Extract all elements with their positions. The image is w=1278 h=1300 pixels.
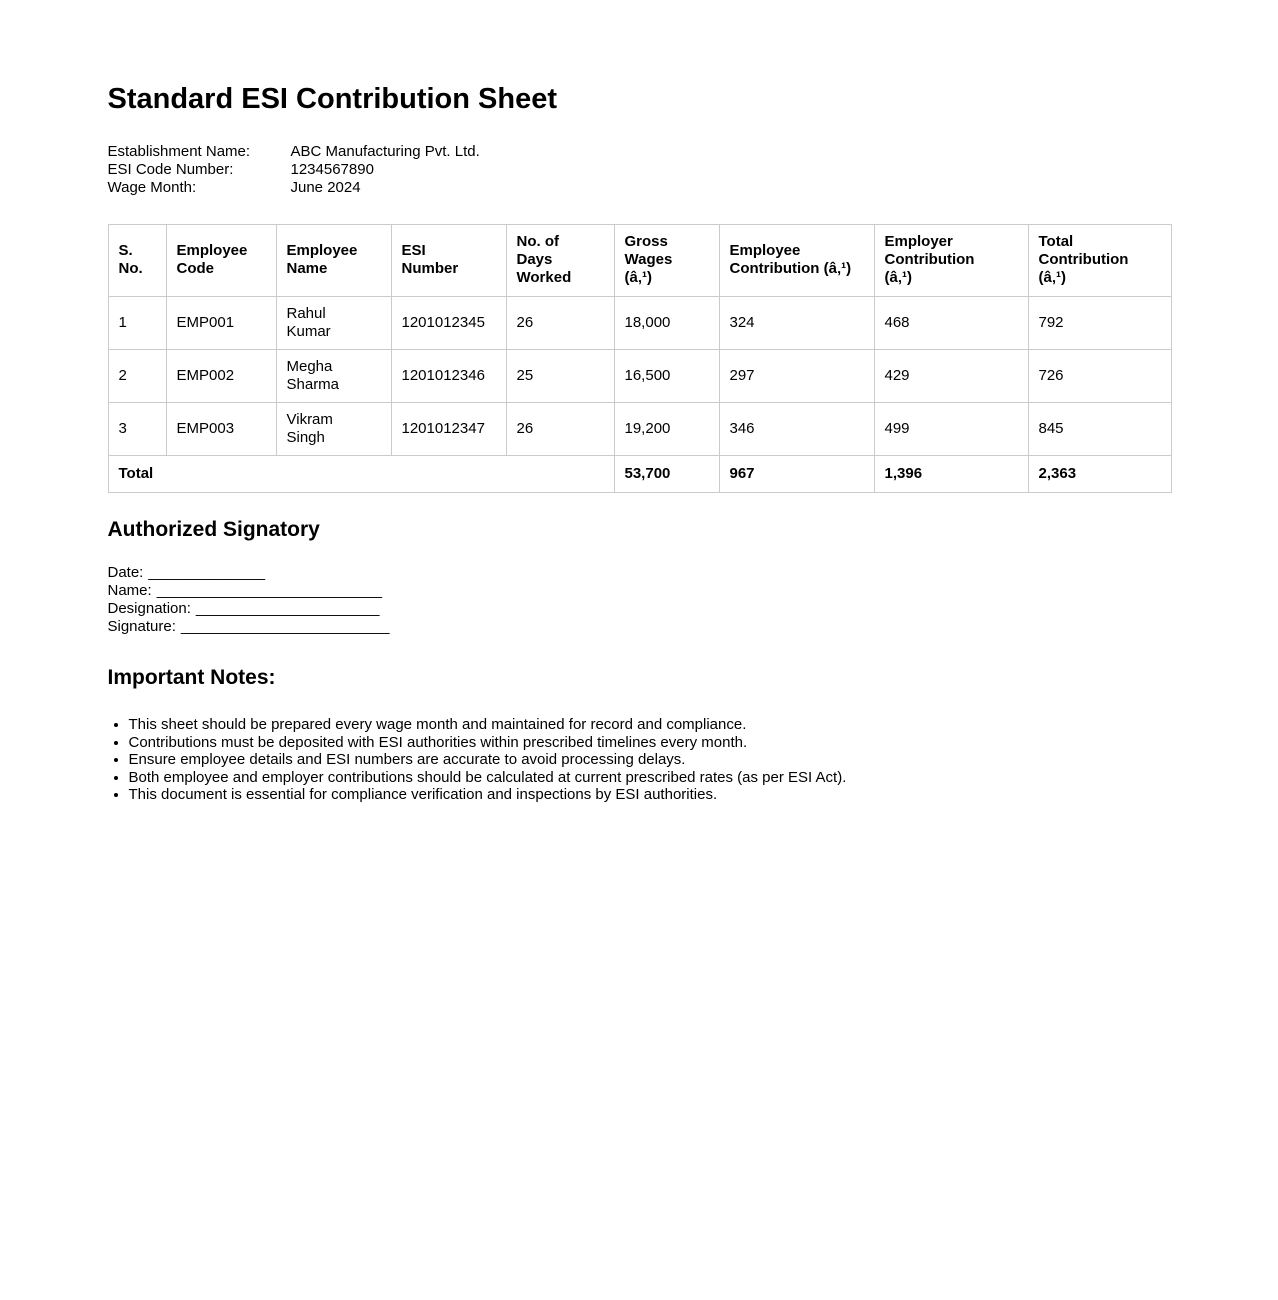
table-cell: 1: [108, 296, 166, 349]
column-header-esi-number: ESI Number: [391, 224, 506, 296]
table-row: [108, 296, 1171, 349]
info-row-wage-month: [108, 179, 1171, 197]
column-header-s-no: S. No.: [108, 224, 166, 296]
table-cell: 324: [719, 296, 874, 349]
table-cell: 26: [506, 296, 614, 349]
table-total-row: [108, 455, 1171, 492]
table-row: [108, 402, 1171, 455]
signatory-signature-label: Signature:: [107, 618, 176, 636]
column-header-employee-code: Employee Code: [166, 224, 276, 296]
signatory-signature-row: [108, 618, 1171, 636]
table-cell: Vikram Singh: [276, 402, 391, 455]
page-title: Standard ESI Contribution Sheet: [107, 83, 558, 115]
total-contribution: 2,363: [1028, 455, 1171, 492]
info-label: Establishment Name:: [107, 142, 251, 160]
table-cell: 3: [108, 402, 166, 455]
signatory-date-line: ______________: [148, 564, 266, 582]
column-header-gross-wages: Gross Wages (â‚¹): [614, 224, 719, 296]
table-cell: 429: [874, 349, 1028, 402]
table-cell: Megha Sharma: [276, 349, 391, 402]
total-employer-contribution: 1,396: [874, 455, 1028, 492]
signatory-block: [108, 564, 1171, 636]
table-row: [108, 349, 1171, 402]
table-cell: 346: [719, 402, 874, 455]
table-cell: 726: [1028, 349, 1171, 402]
note-item: • This document is essential for compliance verification and inspections by ESI authorities.: [129, 786, 1171, 804]
info-row-establishment-name: [108, 143, 1171, 161]
column-header-total-contribution: Total Contribution (â‚¹): [1028, 224, 1171, 296]
table-cell: 1201012345: [391, 296, 506, 349]
contribution-table: [108, 224, 1172, 493]
table-cell: 845: [1028, 402, 1171, 455]
note-item: • Contributions must be deposited with ESI authorities within prescribed timelines every month.: [129, 734, 1171, 752]
note-item: • This sheet should be prepared every wage month and maintained for record and compliance.: [129, 716, 1171, 734]
table-cell: 18,000: [614, 296, 719, 349]
table-cell: 16,500: [614, 349, 719, 402]
table-cell: 25: [506, 349, 614, 402]
signatory-name-row: [108, 582, 1171, 600]
table-cell: 297: [719, 349, 874, 402]
info-row-esi-code: [108, 161, 1171, 179]
table-cell: EMP002: [166, 349, 276, 402]
table-cell: 26: [506, 402, 614, 455]
table-cell: Rahul Kumar: [276, 296, 391, 349]
signatory-date-label: Date:: [107, 564, 144, 582]
column-header-employee-contribution: Employee Contribution (â‚¹): [719, 224, 874, 296]
signatory-designation-row: [108, 600, 1171, 618]
total-employee-contribution: 967: [719, 455, 874, 492]
total-label: Total: [108, 455, 614, 492]
table-cell: 499: [874, 402, 1028, 455]
column-header-employer-contribution: Employer Contribution (â‚¹): [874, 224, 1028, 296]
table-cell: 19,200: [614, 402, 719, 455]
note-item: • Ensure employee details and ESI numbers are accurate to avoid processing delays.: [129, 751, 1171, 769]
signatory-name-line: ___________________________: [156, 582, 382, 600]
table-cell: 1201012346: [391, 349, 506, 402]
info-value: ABC Manufacturing Pvt. Ltd.: [290, 142, 480, 160]
signatory-date-row: [108, 564, 1171, 582]
table-cell: 468: [874, 296, 1028, 349]
signatory-designation-label: Designation:: [107, 600, 191, 618]
table-header-row: [108, 224, 1171, 296]
total-gross-wages: 53,700: [614, 455, 719, 492]
signatory-designation-line: ______________________: [195, 600, 380, 618]
column-header-days-worked: No. of Days Worked: [506, 224, 614, 296]
signatory-heading: Authorized Signatory: [107, 517, 320, 541]
info-label: Wage Month:: [107, 178, 197, 196]
table-cell: EMP003: [166, 402, 276, 455]
signatory-signature-line: _________________________: [180, 618, 390, 636]
note-item: • Both employee and employer contributions should be calculated at current prescribed rates (as per ESI Act).: [129, 769, 1171, 787]
table-cell: EMP001: [166, 296, 276, 349]
important-notes-list: [108, 716, 1171, 804]
document-page: [108, 0, 1171, 804]
column-header-employee-name: Employee Name: [276, 224, 391, 296]
info-value: 1234567890: [290, 160, 374, 178]
signatory-name-label: Name:: [107, 582, 152, 600]
notes-heading: Important Notes:: [107, 666, 276, 690]
info-label: ESI Code Number:: [107, 160, 234, 178]
table-cell: 792: [1028, 296, 1171, 349]
establishment-info: [108, 143, 1171, 197]
table-cell: 2: [108, 349, 166, 402]
info-value: June 2024: [290, 178, 361, 196]
table-cell: 1201012347: [391, 402, 506, 455]
